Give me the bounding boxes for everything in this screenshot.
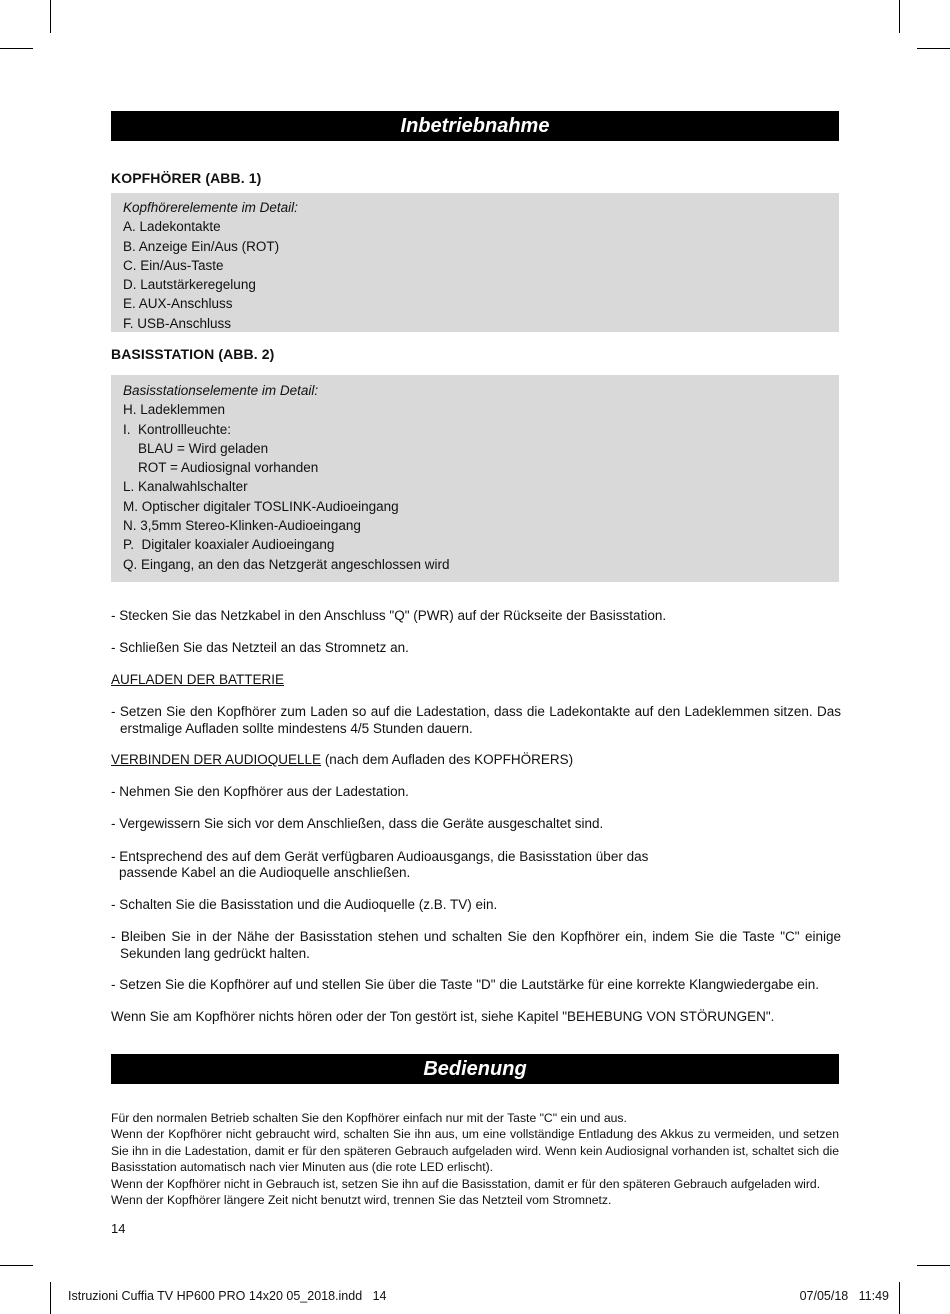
list-item: N. 3,5mm Stereo-Klinken-Audioeingang [123, 518, 361, 534]
connect-step: - Nehmen Sie den Kopfhörer aus der Ladestation. [111, 784, 409, 799]
charging-text: - Setzen Sie den Kopfhörer zum Laden so auf die Ladestation, dass die Ladekontakte auf den Ladeklemmen sitzen. Das erstmalige Aufladen sollte mindestens 4/5 Stunden dauern. [111, 704, 841, 736]
setup-step: - Stecken Sie das Netzkabel in den Anschluss "Q" (PWR) auf der Rückseite der Basisstation. [111, 608, 667, 623]
crop-mark [917, 48, 950, 49]
connect-step: - Setzen Sie die Kopfhörer auf und stellen Sie über die Taste "D" die Lautstärke für eine korrekte Klangwiedergabe ein. [111, 977, 820, 992]
crop-mark [917, 1265, 950, 1266]
list-item: L. Kanalwahlschalter [123, 479, 248, 495]
operation-text [111, 1110, 839, 1208]
operation-line: Wenn der Kopfhörer längere Zeit nicht benutzt wird, trennen Sie das Netzteil vom Stromnetz. [111, 1193, 612, 1208]
footer-file-info: Istruzioni Cuffia TV HP600 PRO 14x20 05_2018.indd 14 [68, 1289, 387, 1303]
page-number: 14 [111, 1221, 126, 1236]
list-item: D. Lautstärkeregelung [123, 277, 256, 293]
list-item: B. Anzeige Ein/Aus (ROT) [123, 238, 280, 254]
list-item: Q. Eingang, an den das Netzgerät angeschlossen wird [123, 556, 450, 572]
list-item: C. Ein/Aus-Taste [123, 257, 224, 273]
setup-step: - Schließen Sie das Netzteil an das Stromnetz an. [111, 640, 409, 655]
connect-heading-title: VERBINDEN DER AUDIOQUELLE [111, 752, 322, 767]
list-item: ROT = Audiosignal vorhanden [138, 460, 319, 476]
crop-mark [50, 1282, 51, 1314]
connect-heading [111, 751, 841, 768]
connect-step: - Schalten Sie die Basisstation und die Audioquelle (z.B. TV) ein. [111, 897, 498, 912]
list-item: F. USB-Anschluss [123, 315, 232, 331]
connect-heading-suffix: (nach dem Aufladen des KOPFHÖRERS) [321, 752, 574, 767]
list-item: M. Optischer digitaler TOSLINK-Audioeingang [123, 498, 399, 514]
base-station-elements-box [111, 375, 839, 582]
connect-step: - Vergewissern Sie sich vor dem Anschließen, dass die Geräte ausgeschaltet sind. [111, 816, 604, 831]
section-banner-bedienung: Bedienung [111, 1054, 839, 1084]
headphones-elements-box [111, 193, 839, 332]
operation-line: Wenn der Kopfhörer nicht in Gebrauch ist, setzen Sie ihn auf die Basisstation, damit er für den späteren Gebrauch aufgeladen wird. [111, 1176, 821, 1191]
list-item: P. Digitaler koaxialer Audioeingang [123, 537, 335, 553]
list-item: H. Ladeklemmen [123, 402, 226, 418]
headphones-elements-intro: Kopfhörerelemente im Detail: [123, 200, 298, 215]
base-station-elements-intro: Basisstationselemente im Detail: [123, 383, 319, 398]
headphones-heading: KOPFHÖRER (ABB. 1) [111, 170, 262, 186]
section-banner-inbetriebnahme: Inbetriebnahme [111, 111, 839, 141]
connect-step: - Entsprechend des auf dem Gerät verfügbaren Audioausgangs, die Basisstation über das [111, 849, 649, 864]
charging-heading: AUFLADEN DER BATTERIE [111, 672, 285, 687]
base-station-heading: BASISSTATION (ABB. 2) [111, 346, 275, 362]
connect-step: - Bleiben Sie in der Nähe der Basisstation stehen und schalten Sie den Kopfhörer ein, indem Sie die Taste "C" einige Sekunden lang gedrückt halten. [111, 929, 841, 961]
list-item: I. Kontrollleuchte: [123, 421, 232, 437]
crop-mark [50, 0, 51, 33]
crop-mark [0, 48, 33, 49]
troubleshooting-note: Wenn Sie am Kopfhörer nichts hören oder der Ton gestört ist, siehe Kapitel "BEHEBUNG VON STÖRUNGEN". [111, 1009, 775, 1024]
operation-line: Für den normalen Betrieb schalten Sie den Kopfhörer einfach nur mit der Taste "C" ein und aus. [111, 1111, 627, 1125]
footer-datetime: 07/05/18 11:49 [799, 1289, 889, 1303]
crop-mark [0, 1265, 33, 1266]
crop-mark [899, 1282, 900, 1314]
connect-step-continued: passende Kabel an die Audioquelle anschließen. [119, 865, 411, 880]
list-item: BLAU = Wird geladen [138, 440, 269, 456]
crop-mark [899, 0, 900, 33]
list-item: E. AUX-Anschluss [123, 296, 233, 312]
list-item: A. Ladekontakte [123, 219, 221, 235]
operation-line: Wenn der Kopfhörer nicht gebraucht wird, schalten Sie ihn aus, um eine vollständige Entladung des Akkus zu vermeiden, und setzen Sie ihn in die Ladestation, damit er für den späteren Gebrauch aufgeladen wird. Wenn kein Audiosignal vorhanden ist, schaltet sich die Basisstation automatisch nach vier Minuten aus (die rote LED erlischt). [111, 1127, 839, 1175]
